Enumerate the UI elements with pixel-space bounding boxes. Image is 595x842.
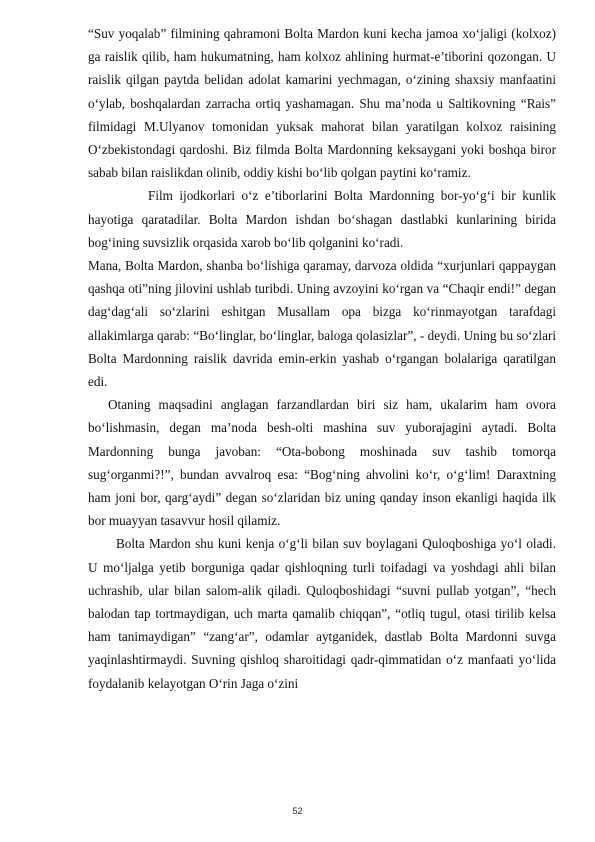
paragraph-2: Film ijodkorlari o‘z e’tiborlarini Bolta Mardonning bor-yo‘g‘i bir kunlik hayotiga qaratadilar. Bolta Mardon ishdan bo‘shagan dastlabki kunlarining birida bog‘ining suvsizlik orqasida xarob bo‘lib qolganini ko‘radi. (88, 188, 556, 250)
paragraph-1: “Suv yoqalab” filmining qahramoni Bolta Mardon kuni kecha jamoa xo‘jaligi (kolxoz) ga raislik qilib, ham hukumatning, ham kolxoz ahlining hurmat-e’tiborini qozongan. U raislik qilgan paytda belidan adolat kamarini yechmagan, o‘zining shaxsiy manfaatini o‘ylab, boshqalardan zarracha ortiq yashamagan. Shu ma’noda u Saltikovning “Rais” filmidagi M.Ulyanov tomonidan yuksak mahorat bilan yaratilgan kolxoz raisining O‘zbekistondagi qardoshi. Biz filmda Bolta Mardonning keksaygani yoki boshqa biror sabab bilan raislikdan olinib, oddiy kishi bo‘lib qolgan paytini ko‘ramiz. (88, 26, 556, 181)
page-number: 52 (292, 806, 303, 816)
paragraph-3: Mana, Bolta Mardon, shanba bo‘lishiga qaramay, darvoza oldida “xurjunlari qappaygan qashqa oti”ning jilovini ushlab turibdi. Uning avzoyini ko‘rgan va “Chaqir endi!” degan dag‘dag‘ali so‘zlarini eshitgan Musallam opa bizga ko‘rinmayotgan tarafdagi allakimlarga qarab: “Bo‘linglar, bo‘linglar, baloga qolasizlar”, - deydi. Uning bu so‘zlari Bolta Mardonning raislik davrida emin-erkin yashab o‘rgangan bolalariga qaratilgan edi. (88, 258, 556, 390)
paragraph-5: Bolta Mardon shu kuni kenja o‘g‘li bilan suv boylagani Quloqboshiga yo‘l oladi. U mo‘ljalga yetib borguniga qadar qishloqning turli toifadagi va yoshdagi ahli bilan uchrashib, ular bilan salom-alik qiladi. Quloqboshidagi “suvni pullab yotgan”, “hech balodan tap tortmaydigan, uch marta qamalib chiqqan”, “otliq tugul, otasi tirilib kelsa ham tanimaydigan” “zang‘ar”, odamlar aytganidek, dastlab Bolta Mardonni suvga yaqinlashtirmaydi. Suvning qishloq sharoitidagi qadr-qimmatidan o‘z manfaati yo‘lida foydalanib kelayotgan O‘rin Jaga o‘zini (88, 536, 556, 691)
paragraph-4: Otaning maqsadini anglagan farzandlardan biri siz ham, ukalarim ham ovora bo‘lishmasin, degan ma’noda besh-olti mashina suv yuborajagini aytadi. Bolta Mardonning bunga javoban: “Ota-bobong moshinada suv tashib tomorqa sug‘organmi?!”, bundan avvalroq esa: “Bog‘ning ahvolini ko‘r, o‘g‘lim! Daraxtning ham joni bor, qarg‘aydi” degan so‘zlaridan biz uning qanday inson ekanligi haqida ilk bor muayyan tasavvur hosil qilamiz. (88, 397, 556, 529)
page-body (88, 22, 556, 695)
